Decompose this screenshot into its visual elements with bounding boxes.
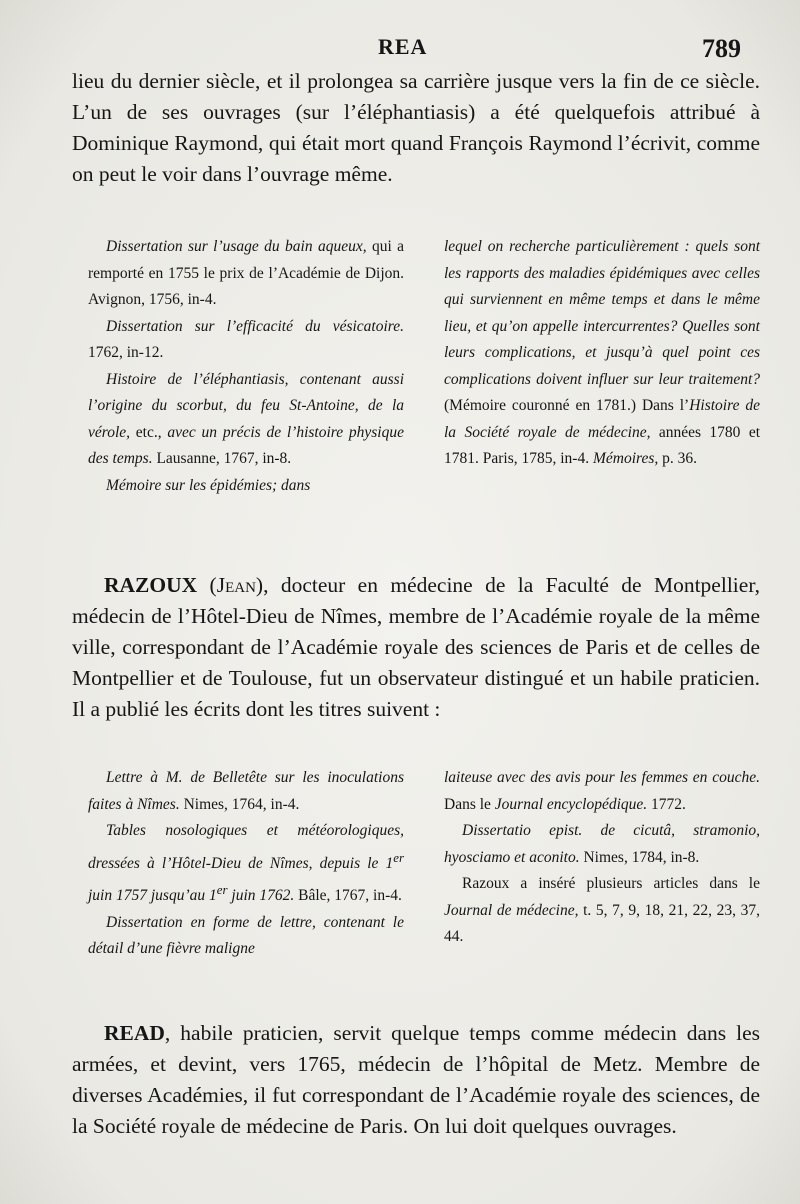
works-list-razoux <box>88 765 760 963</box>
superscript: er <box>393 849 404 865</box>
journal-title: Journal de médecine, <box>444 901 579 919</box>
entry-name: RAZOUX <box>104 573 198 597</box>
work-entry <box>88 818 404 910</box>
work-details: Bâle, 1767, in-4. <box>294 887 402 905</box>
work-title: Dissertation sur l’usage du bain aqueux, <box>106 238 367 255</box>
intro-text: lieu du dernier siècle, et il prolongea sa carrière jusque vers la fin de ce siècle. L’un de ses ouvrages (sur l’éléphantiasis) a été quelquefois attribué à Dominique Raymond, qui était mort quand François Raymond l’écrivit, comme on peut le voir dans l’ouvrage même. <box>72 69 760 186</box>
read-entry <box>72 1018 760 1142</box>
work-details: Lausanne, 1767, in-8. <box>152 450 292 467</box>
entry-text: , docteur en médecine de la Faculté de Montpellier, médecin de l’Hôtel-Dieu de Nîmes, membre de l’Académie royale de la même ville, correspondant de l’Académie royale des sciences de Paris et de celles de Montpellier et de Toulouse, fut un observateur distingué et un habile praticien. Il a publié les écrits dont les titres suivent : <box>72 573 760 721</box>
work-details: 1772. <box>647 795 686 813</box>
work-details: (Mémoire couronné en 1781.) Dans l’ <box>444 397 690 414</box>
work-title: Lettre à M. de Belletête sur les inoculations faites à Nîmes. <box>88 769 404 813</box>
work-details: qui a remporté en 1755 le prix de l’Académie de Dijon. Avignon, 1756, in-4. <box>88 238 405 308</box>
work-title: laiteuse avec des avis pour les femmes en couche. <box>444 769 760 786</box>
entry-text: , habile praticien, servit quelque temps comme médecin dans les armées, et devint, vers 1765, médecin de l’hôpital de Metz. Membre de diverses Académies, il fut correspondant de l’Académie royale des sciences, de la Société royale de médecine de Paris. On lui doit quelques ouvrages. <box>72 1021 760 1138</box>
running-head: REA <box>378 34 428 59</box>
page-number: 789 <box>702 34 741 63</box>
read-paragraph <box>72 1018 760 1142</box>
intro-paragraph <box>72 66 760 190</box>
works-left-column <box>88 234 404 499</box>
works-list-francois-raymond <box>88 234 760 499</box>
journal-title: Journal encyclopédique. <box>494 795 648 813</box>
work-title: Dissertation sur l’efficacité du vésicatoire. <box>106 317 404 335</box>
work-entry <box>444 871 760 951</box>
works-right-column <box>444 234 760 499</box>
work-entry <box>88 367 404 473</box>
work-title: juin 1757 jusqu’au 1 <box>88 887 217 905</box>
work-title: Dissertatio epist. de cicutâ, stramonio, hyosciamo et aconito. <box>444 822 760 866</box>
journal-title: Histoire de la Société royale de médecine, <box>444 397 760 441</box>
work-details: Nimes, 1764, in-4. <box>179 795 300 813</box>
razoux-entry <box>72 570 760 725</box>
work-details: 1762, in-12. <box>88 344 164 361</box>
work-entry-continued <box>444 765 760 818</box>
razoux-paragraph: RAZOUX (Jean), docteur en médecine de la Faculté de Montpellier, médecin de l’Hôtel-Dieu de Nîmes, membre de l’Académie royale de la même ville, correspondant de l’Académie royale des sciences de Paris et de celles de Montpellier et de Toulouse, fut un observateur distingué et un habile praticien. Il a publié les écrits dont les titres suivent : <box>72 573 760 721</box>
work-details: Razoux a inséré plusieurs articles dans le <box>462 875 760 892</box>
work-details: Dans le <box>444 795 495 813</box>
work-details: t. 5, 7, 9, 18, 21, 22, 23, 37, 44. <box>444 901 760 945</box>
work-details: etc., <box>130 423 168 441</box>
work-title: Histoire de l’éléphantiasis, contenant aussi l’origine du scorbut, du feu St-Antoine, de la vérole, <box>88 370 404 441</box>
work-entry <box>88 765 404 818</box>
works-left-column <box>88 765 404 963</box>
work-details: Nimes, 1784, in-8. <box>579 848 700 866</box>
work-entry <box>88 234 404 314</box>
entry-forename: Jean <box>216 573 256 597</box>
work-entry <box>444 818 760 871</box>
work-title: juin 1762. <box>227 887 295 905</box>
work-entry-continued <box>444 234 760 473</box>
work-title: lequel on recherche particulièrement : quels sont les rapports des maladies épidémiques avec celles qui surviennent en même temps et dans le même lieu, et qu’on appelle intercurrentes? Quelles sont leurs complications, et jusqu’à quel point ces complications doivent influer sur leur traitement? <box>444 238 760 388</box>
work-title: Mémoires, <box>592 450 659 467</box>
superscript: er <box>216 882 228 898</box>
work-details: années 1780 et 1781. Paris, 1785, in-4. <box>444 423 761 467</box>
work-title: avec un précis de l’histoire physique des temps. <box>88 423 404 467</box>
work-title: Tables nosologiques et météorologiques, dressées à l’Hôtel-Dieu de Nîmes, depuis le 1 <box>88 822 404 872</box>
work-title: Dissertation en forme de lettre, contenant le détail d’une fièvre maligne <box>88 913 404 958</box>
works-right-column <box>444 765 760 963</box>
work-details: p. 36. <box>658 450 698 467</box>
entry-name: READ <box>104 1021 165 1045</box>
work-entry <box>88 910 404 963</box>
work-entry <box>88 473 404 500</box>
work-title: Mémoire sur les épidémies; dans <box>106 476 311 494</box>
page-header <box>0 30 800 66</box>
work-entry <box>88 314 404 367</box>
